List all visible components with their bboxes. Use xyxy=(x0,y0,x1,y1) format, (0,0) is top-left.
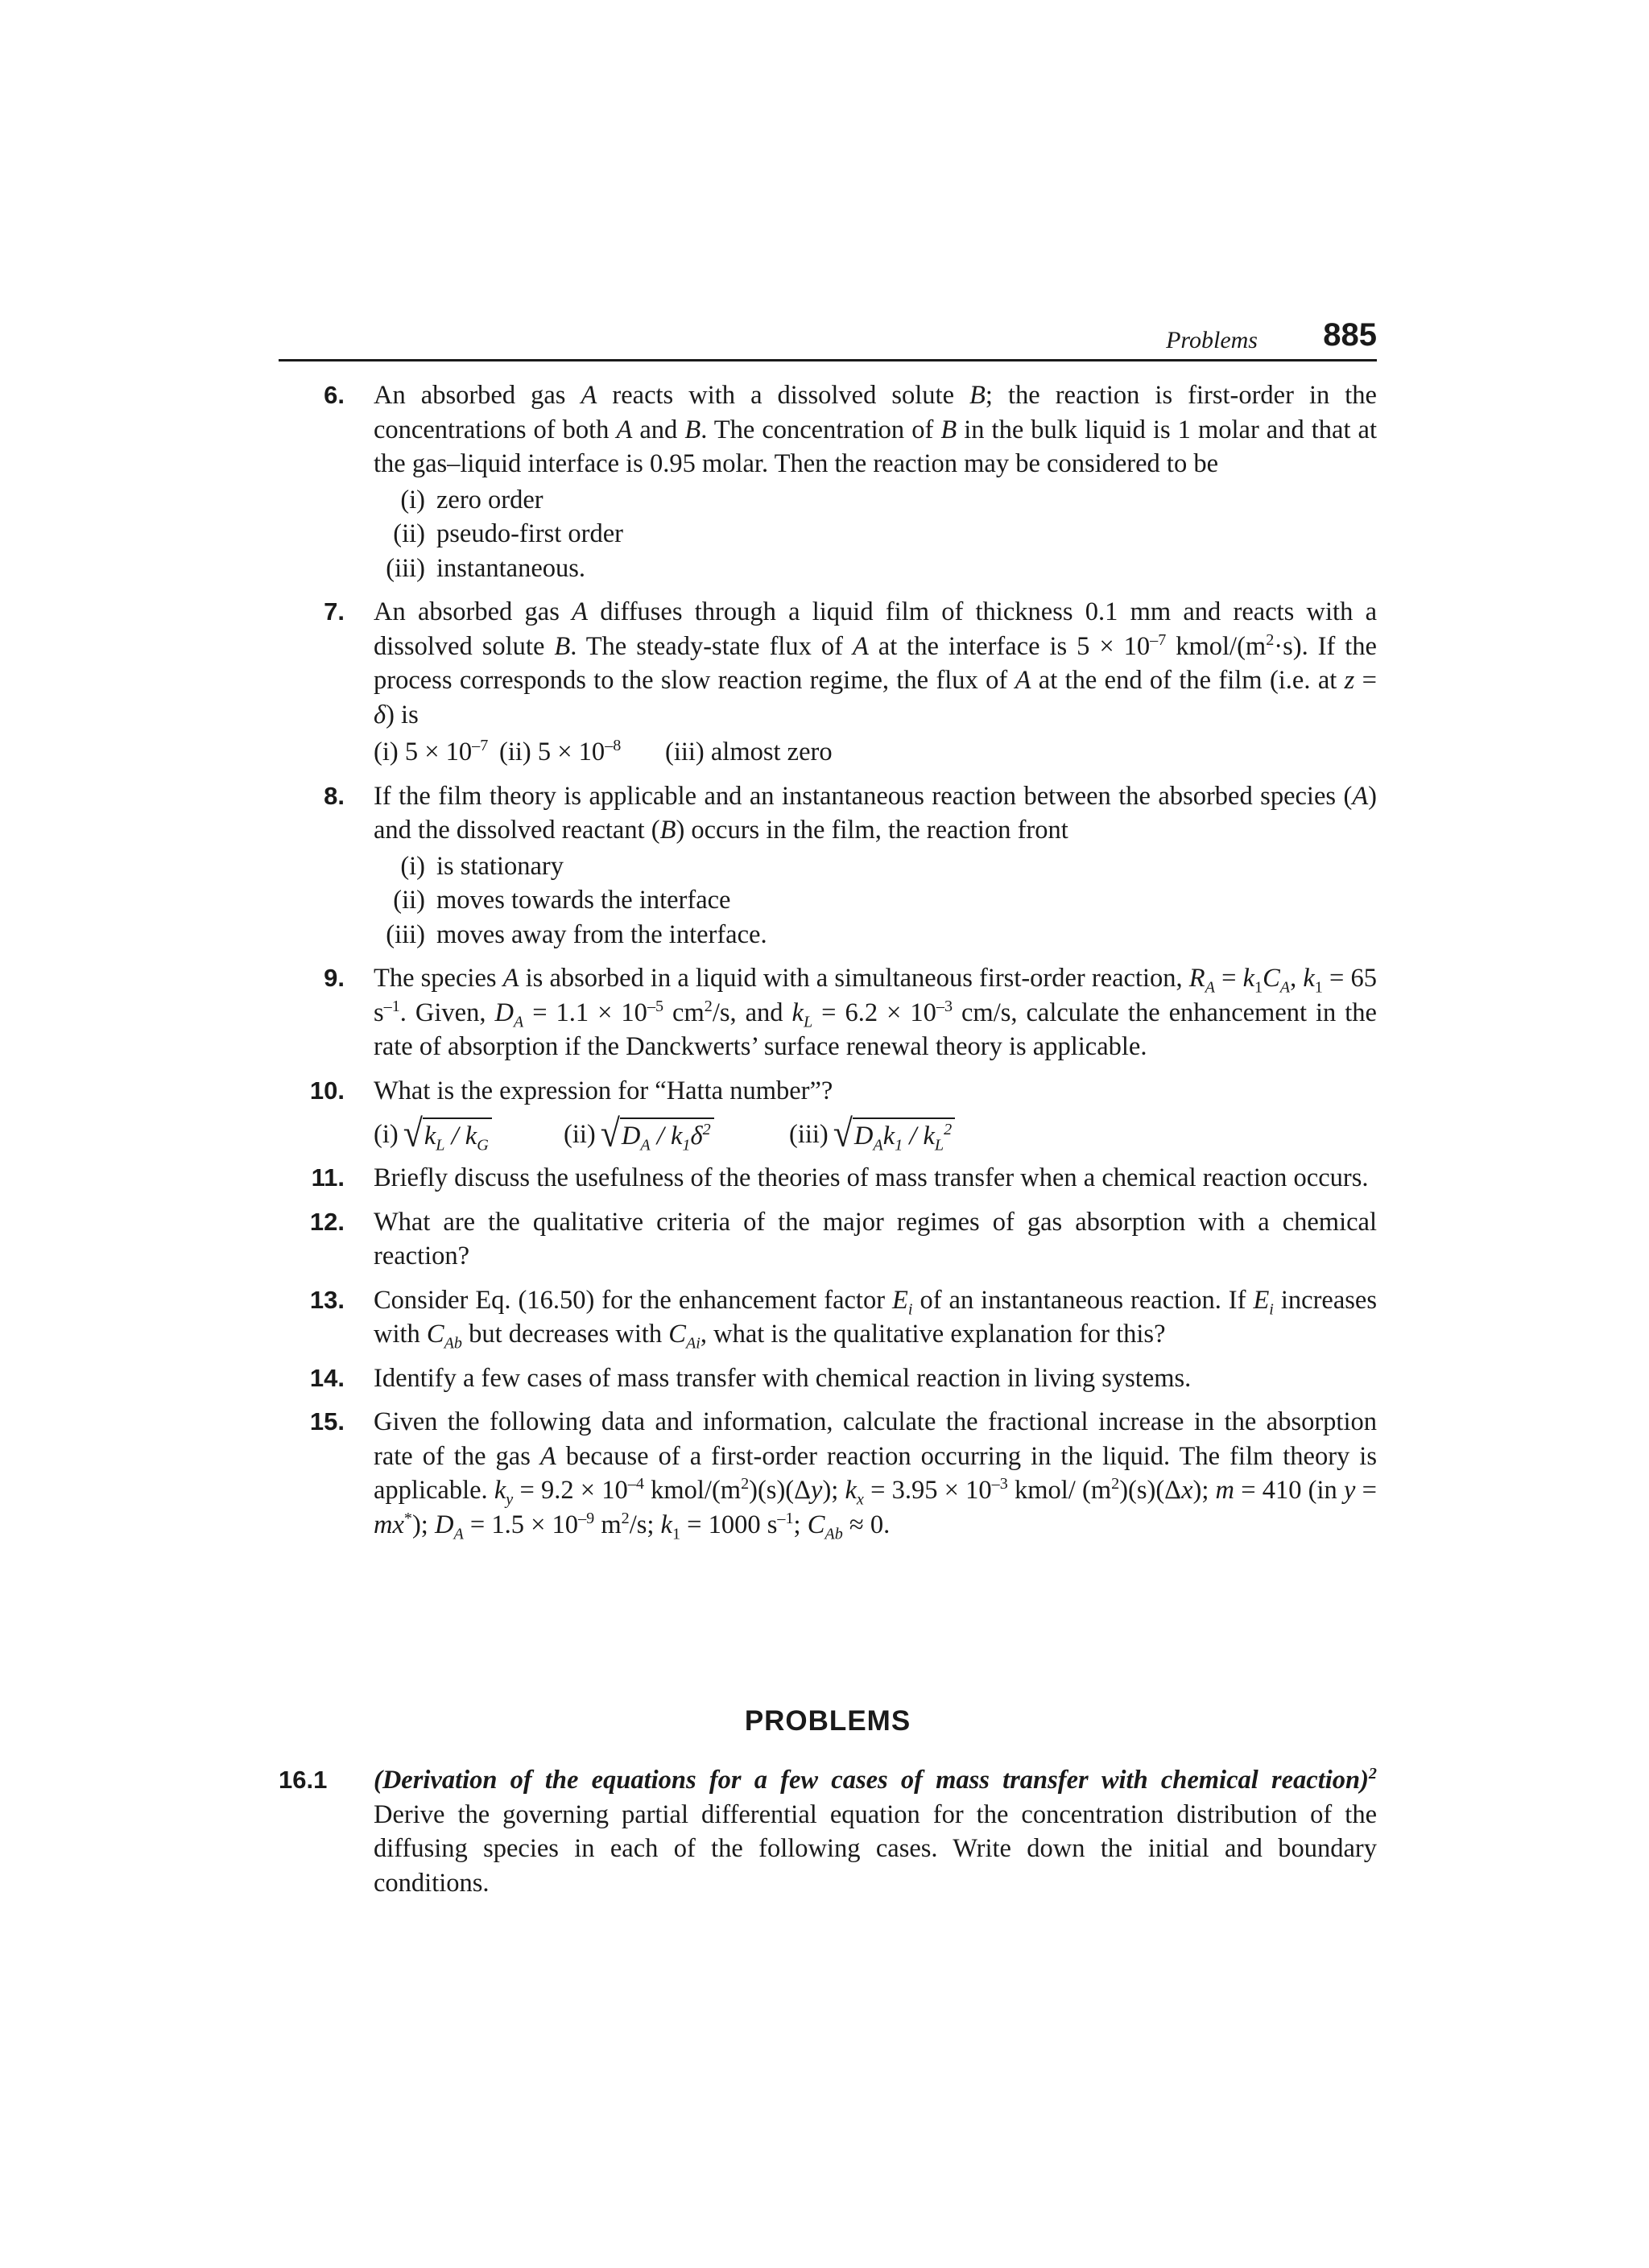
question-number: 8. xyxy=(324,781,345,810)
question-13 xyxy=(279,1283,1377,1352)
problem-title: (Derivation of the equations for a few cases of mass transfer with chemical reaction)$^2$ xyxy=(374,1765,1377,1795)
option: (ii) pseudo-first order xyxy=(393,519,623,548)
question-12 xyxy=(279,1205,1377,1274)
option: (ii) √ $D_A / k_1\delta^2$ xyxy=(564,1116,789,1151)
question-number: 12. xyxy=(309,1207,345,1236)
option: (i) zero order xyxy=(400,485,543,514)
question-15 xyxy=(279,1405,1377,1542)
option: (ii) $5 \times 10^{-8}$ xyxy=(499,737,622,766)
question-number: 15. xyxy=(309,1407,345,1436)
option-list xyxy=(374,849,1377,952)
question-number: 6. xyxy=(324,381,345,409)
question-text: Consider Eq. (16.50) for the enhancement factor $E_i$ of an instantaneous reaction. If $E_i$ increases with $C_{Ab}$ but decreases with $C_{Ai}$, what is the qualitative explanation for this? xyxy=(374,1285,1377,1353)
problem-text: Derive the governing partial differential equation for the concentration distribution of the diffusing species in each of the following cases. Write down the initial and boundary conditions. xyxy=(374,1799,1377,1898)
question-text: What is the expression for “Hatta number”? xyxy=(374,1076,833,1105)
question-14 xyxy=(279,1361,1377,1396)
question-number: 7. xyxy=(324,597,345,626)
option: (iii) almost zero xyxy=(665,737,833,766)
question-number: 10. xyxy=(309,1076,345,1105)
section-heading: PROBLEMS xyxy=(744,1705,911,1737)
problem-number: 16.1 xyxy=(279,1766,328,1794)
question-number: 13. xyxy=(309,1285,345,1314)
question-text: An absorbed gas A diffuses through a liquid film of thickness 0.1 mm and reacts with a dissolved solute B. The steady-state flux of A at the interface is $5 \times 10^{-7}$ kmol/$(m^2\cdot s)$. If the process corresponds to the slow reaction regime, the flux of A at the end of the film (i.e. at z = δ) is xyxy=(374,597,1378,729)
question-text: Identify a few cases of mass transfer with chemical reaction in living systems. xyxy=(374,1363,1192,1393)
square-root-expression: √ $D_Ak_1 / k_L^2$ xyxy=(833,1116,955,1151)
question-7 xyxy=(279,595,1377,770)
option: (i) $5 \times 10^{-7}$ xyxy=(374,737,489,766)
question-9 xyxy=(279,961,1377,1064)
option: (iii) √ $D_Ak_1 / k_L^2$ xyxy=(789,1116,955,1151)
question-number: 11. xyxy=(311,1163,345,1192)
question-number: 14. xyxy=(309,1363,345,1392)
question-11 xyxy=(279,1161,1377,1196)
option: (i) is stationary xyxy=(400,851,564,881)
question-6 xyxy=(279,378,1377,585)
question-text: What are the qualitative criteria of the major regimes of gas absorption with a chemical reaction? xyxy=(374,1207,1377,1270)
square-root-expression: √ $D_A / k_1\delta^2$ xyxy=(601,1116,714,1151)
option: (i) √ $k_L / k_G$ xyxy=(374,1116,564,1151)
option-list xyxy=(374,735,1377,770)
review-questions xyxy=(279,378,1377,1551)
option: (ii) moves towards the interface xyxy=(393,886,731,915)
option-list xyxy=(374,1111,1377,1155)
option: (iii) instantaneous. xyxy=(386,553,586,583)
question-text: Briefly discuss the usefulness of the theories of mass transfer when a chemical reaction occurs. xyxy=(374,1163,1369,1192)
problem-16-1 xyxy=(279,1763,1377,1900)
header-rule xyxy=(279,359,1377,361)
page-number: 885 xyxy=(1323,317,1377,353)
question-text: Given the following data and information, calculate the fractional increase in the absorption rate of the gas A because of a first-order reaction occurring in the liquid. The film theory is applicable. $k_y = 9.2 \times 10^{-4}$ kmol/$(m^2)(s)(\Delta y)$; $k_x = 3.95 \times 10^{-3}$ kmol/ $(m^2)(s)(\Delta x)$; m = 410 (in y = mx*); $D_A = 1.5 \times 10^{-9}$ $m^2/s$; $k_1 = 1000$ $s^{-1}$; $C_{Ab} \approx 0$. xyxy=(374,1407,1377,1543)
page-header xyxy=(279,312,1377,359)
square-root-expression: √ $k_L / k_G$ xyxy=(403,1116,492,1151)
question-text: An absorbed gas A reacts with a dissolved solute B; the reaction is first-order in the concentrations of both A and B. The concentration of B in the bulk liquid is 1 molar and that at the gas–liquid interface is 0.95 molar. Then the reaction may be considered to be xyxy=(374,381,1377,478)
option-list xyxy=(374,483,1377,586)
running-head: Problems xyxy=(1166,327,1258,353)
question-8 xyxy=(279,779,1377,952)
question-10 xyxy=(279,1074,1377,1155)
question-text: The species A is absorbed in a liquid with a simultaneous first-order reaction, $R_A = k_1C_A$, $k_1 = 65$ $s^{-1}$. Given, $D_A = 1.1 \times 10^{-5}$ $cm^2/s$, and $k_L = 6.2 \times 10^{-3}$ cm/s, calculate the enhancement in the rate of absorption if the Danckwerts’ surface renewal theory is applicable. xyxy=(374,964,1377,1061)
question-number: 9. xyxy=(324,964,345,992)
question-text: If the film theory is applicable and an instantaneous reaction between the absorbed species (A) and the dissolved reactant (B) occurs in the film, the reaction front xyxy=(374,781,1377,845)
option: (iii) moves away from the interface. xyxy=(386,919,767,949)
